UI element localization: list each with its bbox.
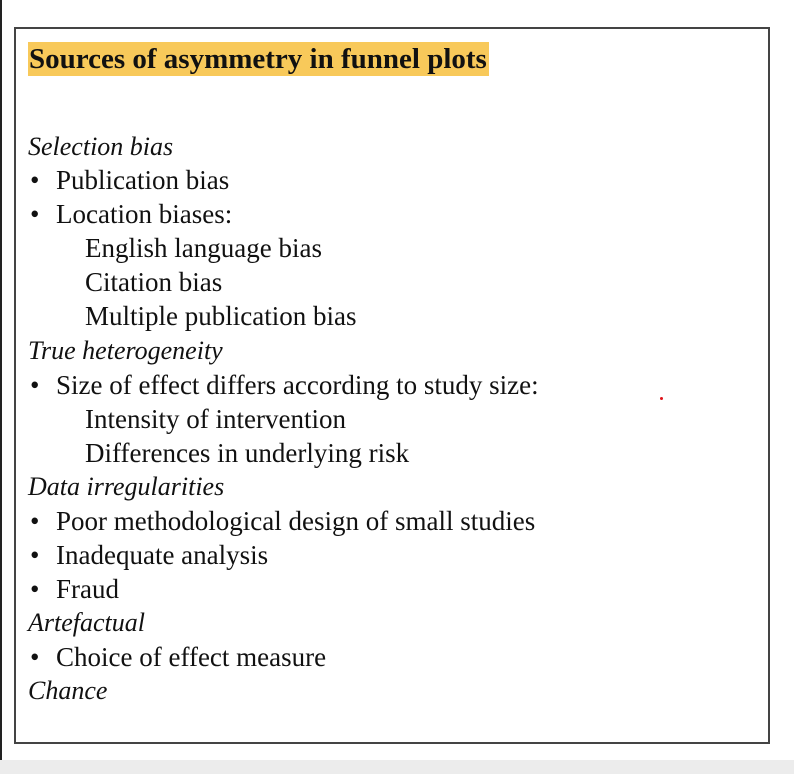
bullet-icon: •: [30, 574, 40, 604]
heading-data-irregularities: Data irregularities: [28, 472, 225, 501]
heading-chance: Chance: [28, 676, 108, 705]
list-item: [30, 198, 232, 230]
stray-red-mark: [660, 397, 663, 400]
list-item: [30, 505, 535, 537]
sub-item: Multiple publication bias: [85, 301, 357, 331]
list-item: [30, 641, 326, 673]
list-item-label: Location biases:: [56, 199, 233, 229]
page-left-edge: [0, 0, 2, 774]
list-item: [30, 369, 539, 401]
list-item-label: Publication bias: [56, 165, 230, 195]
bullet-icon: •: [30, 642, 40, 672]
bullet-icon: •: [30, 370, 40, 400]
list-item-label: Inadequate analysis: [56, 540, 269, 570]
list-item-label: Poor methodological design of small studies: [56, 506, 536, 536]
bullet-icon: •: [30, 506, 40, 536]
box-title: Sources of asymmetry in funnel plots: [29, 43, 487, 75]
list-item: [30, 539, 268, 571]
list-item-label: Fraud: [56, 574, 119, 604]
sub-item: Citation bias: [85, 267, 223, 297]
bullet-icon: •: [30, 540, 40, 570]
list-item-label: Choice of effect measure: [56, 642, 327, 672]
heading-true-heterogeneity: True heterogeneity: [28, 336, 223, 365]
heading-selection-bias: Selection bias: [28, 132, 174, 161]
sub-item: English language bias: [85, 233, 322, 263]
bullet-icon: •: [30, 165, 40, 195]
list-item: [30, 164, 229, 196]
heading-artefactual: Artefactual: [28, 608, 145, 637]
list-item-label: Size of effect differs according to study size:: [56, 370, 539, 400]
bullet-icon: •: [30, 199, 40, 229]
bottom-scroll-strip: [0, 760, 794, 774]
sub-item: Differences in underlying risk: [85, 438, 410, 468]
sub-item: Intensity of intervention: [85, 404, 346, 434]
list-item: [30, 573, 119, 605]
